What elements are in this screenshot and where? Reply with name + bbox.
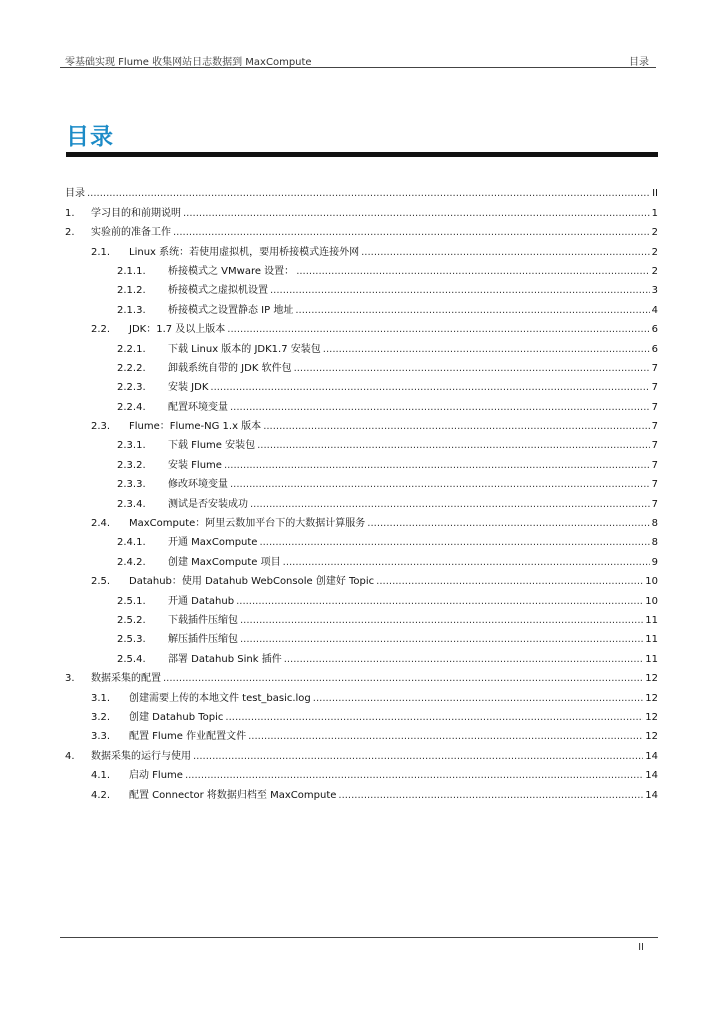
toc-dot-leader <box>240 615 643 626</box>
toc-dot-leader <box>227 324 649 335</box>
toc-dot-leader <box>367 518 649 529</box>
toc-entry-page: 7 <box>651 498 658 510</box>
toc-entry[interactable] <box>65 393 658 412</box>
toc-entry-page: 1 <box>651 207 658 219</box>
toc-dot-leader <box>296 266 649 277</box>
toc-dot-leader <box>338 790 643 801</box>
toc-entry[interactable] <box>65 180 658 199</box>
toc-dot-leader <box>183 208 650 219</box>
toc-entry-page: 4 <box>651 304 658 316</box>
toc-entry-title: 解压插件压缩包 <box>168 634 238 646</box>
toc-entry[interactable] <box>65 607 658 626</box>
toc-dot-leader <box>193 751 643 762</box>
toc-dot-leader <box>225 712 643 723</box>
toc-entry[interactable] <box>65 684 658 703</box>
toc-entry-page: 14 <box>645 789 658 801</box>
toc-dot-leader <box>294 363 650 374</box>
toc-dot-leader <box>313 693 643 704</box>
toc-entry-page: 12 <box>645 711 658 723</box>
toc-entry-number: 2.5.4. <box>117 653 146 665</box>
toc-entry-title: 数据采集的运行与使用 <box>91 750 191 762</box>
toc-entry-number: 2.3.1. <box>117 440 146 452</box>
toc-entry-title: MaxCompute：阿里云数加平台下的大数据计算服务 <box>129 518 366 530</box>
toc-entry-title: 桥接模式之 VMware 设置： <box>168 265 295 277</box>
toc-dot-leader <box>87 188 650 199</box>
toc-entry-page: 2 <box>651 265 658 277</box>
toc-entry-page: 10 <box>645 576 658 588</box>
toc-entry-number: 2.3. <box>91 421 111 433</box>
toc-entry[interactable] <box>65 510 658 529</box>
page-title: 目录 <box>66 124 114 150</box>
toc-entry[interactable] <box>65 374 658 393</box>
toc-dot-leader <box>248 731 643 742</box>
toc-entry-title: 部署 Datahub Sink 插件 <box>168 653 282 665</box>
toc-entry[interactable] <box>65 742 658 761</box>
toc-dot-leader <box>284 654 644 665</box>
toc-entry-number: 3. <box>65 673 75 685</box>
toc-entry[interactable] <box>65 258 658 277</box>
toc-entry-title: Linux 系统：若使用虚拟机，要用桥接模式连接外网 <box>129 246 360 258</box>
toc-entry-number: 1. <box>65 207 75 219</box>
table-of-contents <box>65 180 658 801</box>
footer-page-number: II <box>638 942 644 953</box>
toc-entry-number: 2. <box>65 227 75 239</box>
toc-dot-leader <box>259 537 649 548</box>
toc-entry[interactable] <box>65 548 658 567</box>
toc-entry-title: 创建需要上传的本地文件 test_basic.log <box>129 692 311 704</box>
toc-entry[interactable] <box>65 199 658 218</box>
running-header-title: 零基础实现 Flume 收集网站日志数据到 MaxCompute <box>65 57 312 68</box>
toc-dot-leader <box>361 247 650 258</box>
toc-dot-leader <box>236 596 643 607</box>
toc-entry-number: 3.3. <box>91 731 111 743</box>
toc-entry[interactable] <box>65 490 658 509</box>
toc-entry-title: JDK：1.7 及以上版本 <box>129 324 226 336</box>
toc-entry-page: 11 <box>645 634 658 646</box>
toc-entry-title: 下载插件压缩包 <box>168 614 238 626</box>
toc-entry-title: 修改环境变量 <box>168 479 228 491</box>
toc-entry-title: 目录 <box>65 188 85 200</box>
toc-entry-page: 7 <box>651 479 658 491</box>
running-header-section: 目录 <box>629 57 649 68</box>
toc-entry-title: Flume：Flume-NG 1.x 版本 <box>129 421 262 433</box>
toc-entry[interactable] <box>65 316 658 335</box>
toc-entry-page: 12 <box>645 731 658 743</box>
toc-entry-page: 7 <box>651 362 658 374</box>
toc-entry-number: 4. <box>65 750 75 762</box>
toc-entry-page: 6 <box>651 343 658 355</box>
toc-entry-page: 2 <box>651 227 658 239</box>
title-underline <box>66 152 658 157</box>
toc-entry-number: 2.4.2. <box>117 556 146 568</box>
toc-entry[interactable] <box>65 471 658 490</box>
toc-entry-number: 2.3.3. <box>117 479 146 491</box>
toc-entry-page: 7 <box>651 401 658 413</box>
toc-dot-leader <box>323 344 650 355</box>
toc-entry-page: 14 <box>645 750 658 762</box>
toc-entry-page: 12 <box>645 692 658 704</box>
toc-entry-page: 14 <box>645 770 658 782</box>
toc-entry-number: 4.2. <box>91 789 111 801</box>
toc-entry[interactable] <box>65 413 658 432</box>
toc-entry-title: 开通 Datahub <box>168 595 235 607</box>
toc-entry-page: 11 <box>645 614 658 626</box>
toc-entry-title: 测试是否安装成功 <box>168 498 248 510</box>
toc-entry[interactable] <box>65 432 658 451</box>
toc-entry[interactable] <box>65 587 658 606</box>
toc-entry-number: 2.4.1. <box>117 537 146 549</box>
toc-entry-page: 8 <box>651 537 658 549</box>
toc-entry-number: 2.2.2. <box>117 362 146 374</box>
toc-dot-leader <box>295 305 649 316</box>
toc-entry-title: Datahub：使用 Datahub WebConsole 创建好 Topic <box>129 576 375 588</box>
toc-entry-number: 2.1.2. <box>117 285 146 297</box>
toc-entry-page: 7 <box>651 382 658 394</box>
toc-entry[interactable] <box>65 451 658 470</box>
footer-divider <box>60 937 658 938</box>
header-divider <box>60 67 656 68</box>
toc-entry-title: 数据采集的配置 <box>91 673 161 685</box>
toc-entry[interactable] <box>65 723 658 742</box>
toc-dot-leader <box>230 479 650 490</box>
toc-dot-leader <box>224 460 650 471</box>
toc-entry-title: 配置环境变量 <box>168 401 228 413</box>
toc-entry[interactable] <box>65 665 658 684</box>
toc-entry[interactable] <box>65 296 658 315</box>
toc-entry[interactable] <box>65 238 658 257</box>
toc-entry-title: 下载 Flume 安装包 <box>168 440 256 452</box>
toc-dot-leader <box>210 382 649 393</box>
toc-entry-title: 开通 MaxCompute <box>168 537 258 549</box>
toc-dot-leader <box>185 770 643 781</box>
toc-entry-title: 学习目的和前期说明 <box>91 207 181 219</box>
toc-dot-leader <box>257 440 650 451</box>
toc-entry-number: 2.3.2. <box>117 459 146 471</box>
toc-entry-page: 7 <box>651 440 658 452</box>
toc-entry-page: 6 <box>651 324 658 336</box>
toc-entry-title: 配置 Connector 将数据归档至 MaxCompute <box>129 789 337 801</box>
toc-entry-number: 2.2.4. <box>117 401 146 413</box>
toc-entry[interactable] <box>65 277 658 296</box>
toc-entry-title: 实验前的准备工作 <box>91 227 171 239</box>
toc-entry[interactable] <box>65 645 658 664</box>
toc-entry-number: 2.2.1. <box>117 343 146 355</box>
toc-entry-page: 2 <box>651 246 658 258</box>
toc-entry-number: 3.1. <box>91 692 111 704</box>
toc-entry[interactable] <box>65 529 658 548</box>
toc-entry-page: 7 <box>651 459 658 471</box>
toc-entry-number: 2.5.2. <box>117 614 146 626</box>
toc-entry-number: 2.2.3. <box>117 382 146 394</box>
toc-entry-number: 2.5.1. <box>117 595 146 607</box>
toc-dot-leader <box>376 576 643 587</box>
toc-entry-page: 10 <box>645 595 658 607</box>
toc-entry-title: 配置 Flume 作业配置文件 <box>129 731 247 743</box>
toc-entry-title: 安装 Flume <box>168 459 222 471</box>
toc-entry[interactable] <box>65 219 658 238</box>
toc-entry[interactable] <box>65 762 658 781</box>
toc-entry-page: 12 <box>645 673 658 685</box>
toc-entry-title: 下载 Linux 版本的 JDK1.7 安装包 <box>168 343 321 355</box>
toc-entry[interactable] <box>65 568 658 587</box>
toc-entry-page: 8 <box>651 518 658 530</box>
toc-entry-title: 创建 Datahub Topic <box>129 711 224 723</box>
toc-entry-title: 安装 JDK <box>168 382 209 394</box>
toc-entry-number: 2.5. <box>91 576 111 588</box>
toc-entry-number: 2.1.3. <box>117 304 146 316</box>
toc-entry-page: 3 <box>651 285 658 297</box>
toc-entry-page: 7 <box>651 421 658 433</box>
toc-dot-leader <box>283 557 650 568</box>
toc-entry-number: 2.2. <box>91 324 111 336</box>
toc-entry-page: 11 <box>645 653 658 665</box>
toc-dot-leader <box>240 634 643 645</box>
toc-entry[interactable] <box>65 626 658 645</box>
toc-entry-number: 2.5.3. <box>117 634 146 646</box>
toc-entry-number: 2.4. <box>91 518 111 530</box>
toc-entry-title: 桥接模式之设置静态 IP 地址 <box>168 304 294 316</box>
toc-entry-number: 2.1.1. <box>117 265 146 277</box>
toc-entry[interactable] <box>65 704 658 723</box>
toc-dot-leader <box>163 673 643 684</box>
toc-entry[interactable] <box>65 335 658 354</box>
toc-entry-title: 启动 Flume <box>129 770 183 782</box>
toc-entry-page: 9 <box>651 556 658 568</box>
toc-dot-leader <box>250 499 650 510</box>
toc-entry-number: 4.1. <box>91 770 111 782</box>
toc-entry-title: 卸载系统自带的 JDK 软件包 <box>168 362 292 374</box>
toc-dot-leader <box>230 402 650 413</box>
toc-entry-title: 桥接模式之虚拟机设置 <box>168 285 268 297</box>
toc-entry-page: II <box>652 188 658 200</box>
toc-entry-number: 3.2. <box>91 711 111 723</box>
toc-dot-leader <box>173 227 650 238</box>
toc-entry[interactable] <box>65 781 658 800</box>
toc-dot-leader <box>263 421 649 432</box>
toc-dot-leader <box>270 285 650 296</box>
toc-entry[interactable] <box>65 355 658 374</box>
toc-entry-number: 2.3.4. <box>117 498 146 510</box>
toc-entry-title: 创建 MaxCompute 项目 <box>168 556 281 568</box>
toc-entry-number: 2.1. <box>91 246 111 258</box>
